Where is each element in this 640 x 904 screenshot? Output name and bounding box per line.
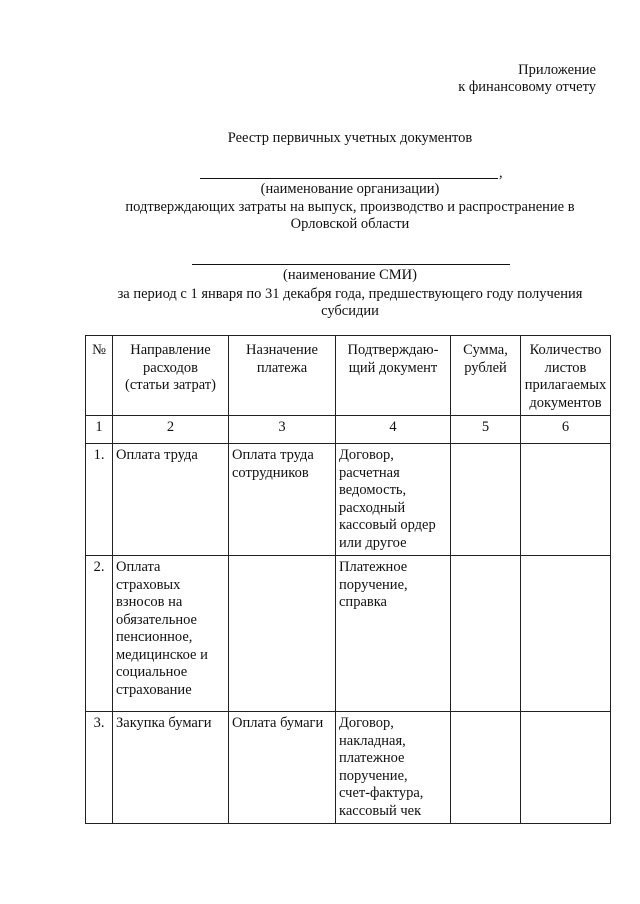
- cell-document-line: ведомость,: [339, 482, 407, 498]
- table-row: [86, 556, 611, 712]
- row-number: 2.: [86, 556, 113, 712]
- cell-document-line: счет-фактура,: [339, 785, 424, 801]
- purpose-line-1: подтверждающих затраты на выпуск, производство и распространение в: [125, 199, 575, 215]
- header-purpose-line: платежа: [256, 359, 308, 376]
- cell-document-line: Платежное: [339, 559, 408, 575]
- cell-document: [336, 556, 451, 712]
- cell-document: [336, 712, 451, 824]
- header-document: [336, 336, 451, 416]
- cell-document-line: кассовый чек: [339, 802, 422, 819]
- column-number: 4: [336, 416, 451, 444]
- organization-name-blank: [200, 178, 498, 179]
- appendix-note: [458, 62, 596, 96]
- cell-sheets: [521, 444, 611, 556]
- row-number: 1.: [86, 444, 113, 556]
- table-row: [86, 712, 611, 824]
- column-number: 3: [229, 416, 336, 444]
- cell-document-line: поручение,: [339, 576, 408, 593]
- cell-sum: [451, 712, 521, 824]
- row-number: 3.: [86, 712, 113, 824]
- header-row: [86, 336, 611, 416]
- column-number: 5: [451, 416, 521, 444]
- cell-purpose: [229, 712, 336, 824]
- header-purpose: [229, 336, 336, 416]
- header-sum-line: Сумма,: [463, 342, 508, 358]
- cell-document-line: кассовый ордер: [339, 517, 436, 533]
- header-sheets-line: листов: [544, 359, 587, 376]
- column-number: 2: [113, 416, 229, 444]
- header-sum: [451, 336, 521, 416]
- organization-caption: (наименование организации): [260, 181, 440, 197]
- header-direction-line: расходов: [143, 359, 198, 376]
- purpose-text: [80, 199, 620, 233]
- header-number: [86, 336, 113, 416]
- header-sheets-line: Количество: [529, 342, 602, 358]
- document-title: Реестр первичных учетных документов: [227, 130, 473, 146]
- header-sum-line: рублей: [464, 359, 507, 376]
- appendix-line-1: Приложение: [518, 62, 596, 78]
- cell-sheets: [521, 556, 611, 712]
- cell-direction: [113, 444, 229, 556]
- header-sheets-line: документов: [529, 394, 602, 411]
- cell-purpose: [229, 444, 336, 556]
- cell-document-line: поручение,: [339, 767, 408, 784]
- header-purpose-line: Назначение: [246, 342, 318, 358]
- cell-direction: [113, 712, 229, 824]
- blank-comma: ,: [499, 165, 503, 181]
- cell-direction-line: взносов на: [116, 594, 183, 610]
- column-number: 6: [521, 416, 611, 444]
- cell-direction-line: Оплата труда: [116, 447, 198, 463]
- column-number-row: [86, 416, 611, 444]
- header-document-line: Подтверждаю-: [347, 342, 439, 358]
- header-sheets-line: прилагаемых: [524, 377, 607, 393]
- header-direction-line: (статьи затрат): [125, 377, 216, 393]
- table-body: [86, 444, 611, 824]
- cell-document-line: расходный: [339, 499, 406, 516]
- purpose-line-2: Орловской области: [290, 216, 410, 232]
- cell-purpose-line: Оплата бумаги: [232, 715, 324, 731]
- cell-sum: [451, 444, 521, 556]
- cell-document-line: Договор,: [339, 447, 394, 463]
- media-name-blank: [192, 264, 510, 265]
- registry-table: [85, 335, 611, 824]
- cell-sheets: [521, 712, 611, 824]
- cell-direction: [113, 556, 229, 712]
- header-direction-line: Направление: [130, 342, 211, 358]
- period-line-2: субсидии: [321, 303, 379, 319]
- cell-document-line: расчетная: [339, 464, 400, 481]
- cell-direction-line: обязательное: [116, 611, 197, 628]
- cell-direction-line: страховых: [116, 576, 181, 593]
- cell-direction-line: пенсионное,: [116, 629, 193, 645]
- header-direction: [113, 336, 229, 416]
- cell-direction-line: социальное: [116, 664, 188, 680]
- cell-direction-line: Закупка бумаги: [116, 715, 212, 731]
- cell-direction-line: страхование: [116, 681, 192, 698]
- header-number-line: №: [92, 342, 106, 358]
- cell-purpose: [229, 556, 336, 712]
- period-text: [80, 286, 620, 320]
- header-sheets: [521, 336, 611, 416]
- appendix-line-2: к финансовому отчету: [458, 79, 596, 95]
- cell-document-line: справка: [339, 594, 387, 610]
- cell-document-line: накладная,: [339, 732, 406, 749]
- table-row: [86, 444, 611, 556]
- cell-purpose-line: сотрудников: [232, 464, 309, 481]
- media-caption: (наименование СМИ): [283, 267, 417, 283]
- cell-purpose-line: Оплата труда: [232, 447, 314, 463]
- cell-document-line: Договор,: [339, 715, 394, 731]
- cell-document: [336, 444, 451, 556]
- cell-direction-line: медицинское и: [116, 646, 208, 663]
- cell-sum: [451, 556, 521, 712]
- header-document-line: щий документ: [348, 359, 438, 376]
- cell-direction-line: Оплата: [116, 559, 161, 575]
- column-number: 1: [86, 416, 113, 444]
- cell-document-line: платежное: [339, 750, 405, 766]
- cell-document-line: или другое: [339, 534, 407, 551]
- period-line-1: за период с 1 января по 31 декабря года, предшествующего году получения: [117, 286, 583, 302]
